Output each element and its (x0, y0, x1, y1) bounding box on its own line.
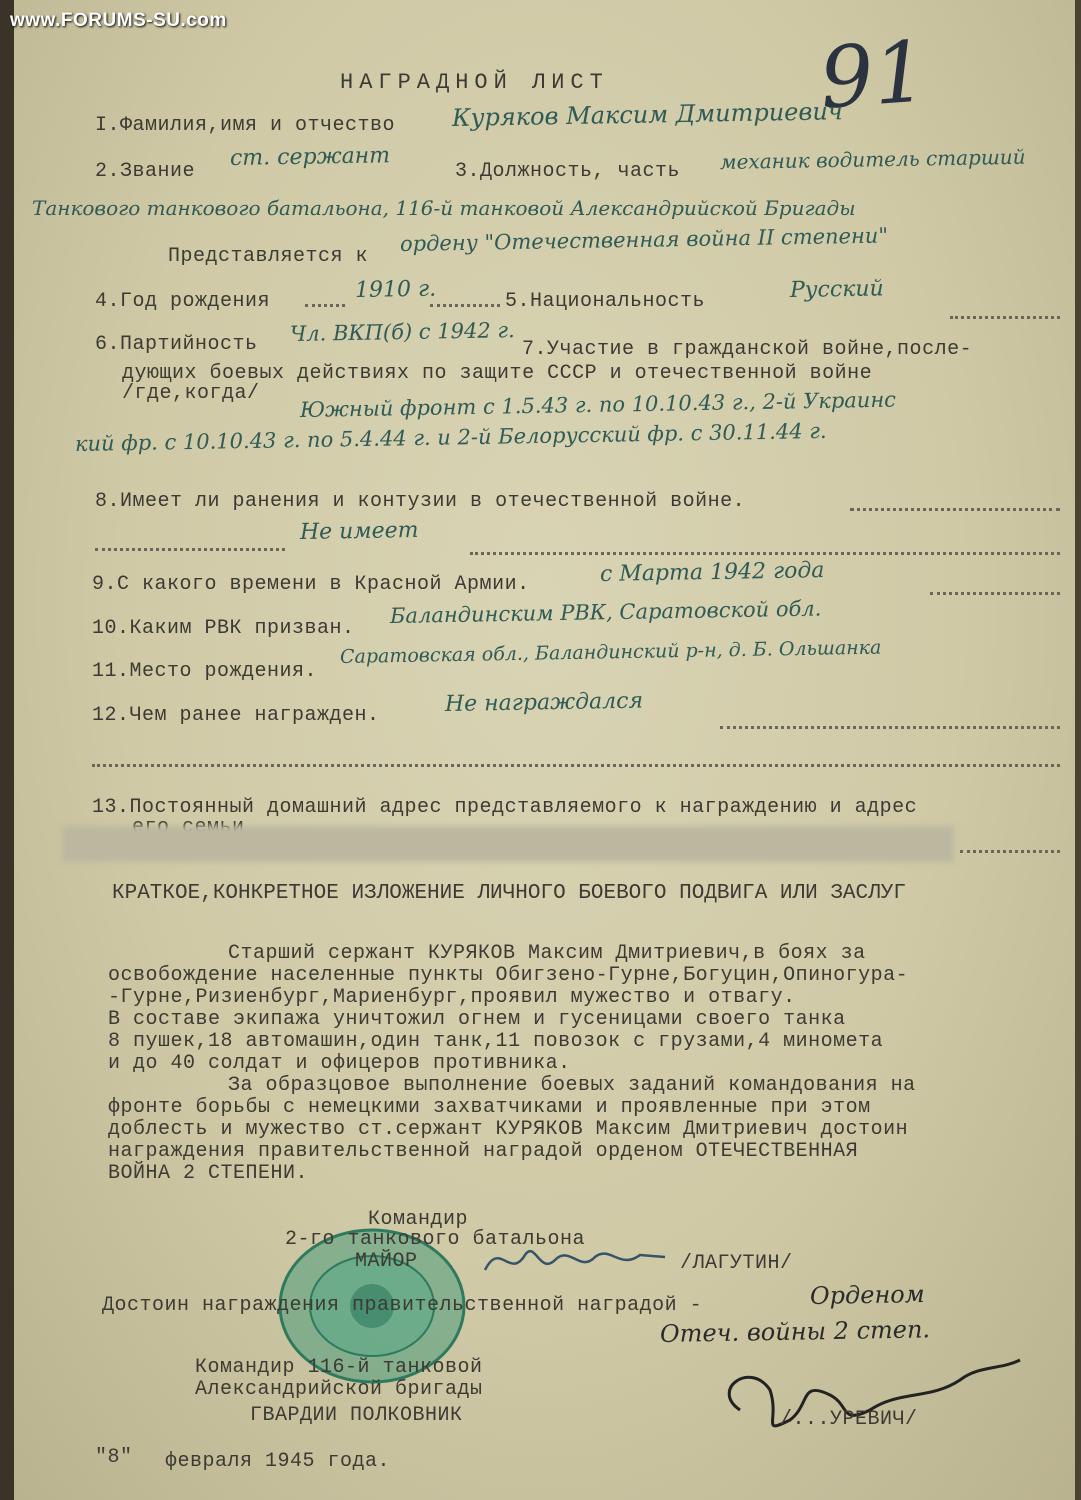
field-6-value: Чл. ВКП(б) с 1942 г. (289, 318, 515, 346)
field-9-dots (930, 592, 1060, 595)
commander1-name: /ЛАГУТИН/ (680, 1252, 793, 1275)
field-8-dots-3 (470, 552, 1060, 555)
summary-heading: КРАТКОЕ,КОНКРЕТНОЕ ИЗЛОЖЕНИЕ ЛИЧНОГО БОЕВОГО ПОДВИГА ИЛИ ЗАСЛУГ (112, 882, 906, 905)
body-line-11: ВОЙНА 2 СТЕПЕНИ. (108, 1162, 309, 1185)
body-line-2: освобождение населенные пункты Обигзено-Гурне,Богуцин,Опиногура- (108, 964, 909, 987)
field-2-value: ст. сержант (229, 143, 391, 171)
body-line-9: доблесть и мужество ст.сержант КУРЯКОВ Максим Дмитриевич достоин (108, 1118, 909, 1141)
field-10-label: 10.Каким РВК призван. (92, 617, 355, 640)
commander2-rank: ГВАРДИИ ПОЛКОВНИК (250, 1404, 463, 1427)
field-7-label-3: /где,когда/ (122, 382, 260, 405)
field-9-value: с Марта 1942 года (599, 558, 825, 587)
commander1-title: Командир (368, 1208, 469, 1231)
field-1-value: Куряков Максим Дмитриевич (451, 97, 843, 132)
field-2-label: 2.Звание (95, 160, 196, 183)
field-5-value: Русский (789, 276, 884, 303)
presented-label: Представляется к (168, 245, 369, 268)
field-11-value: Саратовская обл., Баландинский р-н, д. Б. Ольшанка (339, 636, 882, 668)
field-3-value-1: механик водитель старший (719, 144, 1026, 174)
body-line-1: Старший сержант КУРЯКОВ Максим Дмитриевич,в боях за (228, 942, 866, 965)
field-12-dots-2 (92, 764, 1060, 767)
field-13-dots (960, 850, 1060, 853)
commander1-rank: МАЙОР (355, 1250, 418, 1273)
worthy-value-1: Орденом (809, 1280, 925, 1310)
commander2-title: Командир 116-й танковой (195, 1356, 483, 1379)
field-7-value-1: Южный фронт с 1.5.43 г. по 10.10.43 г., 2-й Украинс (299, 387, 897, 422)
field-4-dots (305, 304, 345, 307)
field-12-label: 12.Чем ранее награжден. (92, 704, 380, 727)
field-11-label: 11.Место рождения. (92, 660, 318, 683)
field-7-label-2: дующих боевых действиях по защите СССР и отечественной войне (122, 362, 873, 385)
commander2-name: /...УРЕВИЧ/ (780, 1408, 918, 1431)
field-5-dots (950, 316, 1060, 319)
body-line-3: -Гурне,Ризиенбург,Мариенбург,проявил мужество и отвагу. (108, 986, 796, 1009)
body-line-10: награждения правительственной наградой орденом ОТЕЧЕСТВЕННАЯ (108, 1140, 859, 1163)
field-3-value-2: Танкового танкового батальона, 116-й танковой Александрийской Бригады (32, 196, 856, 220)
worthy-value-2: Отеч. войны 2 степ. (659, 1315, 931, 1348)
commander2-unit: Александрийской бригады (195, 1378, 483, 1401)
presented-value: ордену "Отечественная война II степени" (399, 223, 889, 256)
field-5-label: 5.Национальность (505, 290, 706, 313)
body-line-4: В составе экипажа уничтожил огнем и гусеницами своего танка (108, 1008, 846, 1031)
scan-edge-left (0, 0, 14, 1500)
field-7-value-2: кий фр. с 10.10.43 г. по 5.4.44 г. и 2-й Белорусский фр. с 30.11.44 г. (74, 418, 827, 456)
field-12-dots (720, 726, 1060, 729)
field-4-label: 4.Год рождения (95, 290, 271, 313)
field-10-value: Баландинским РВК, Саратовской обл. (389, 596, 822, 628)
scan-edge-right (1075, 0, 1081, 1500)
body-line-8: фронте борьбы с немецкими захватчиками и проявленные при этом (108, 1096, 871, 1119)
redacted-address (62, 826, 954, 862)
field-8-value: Не имеет (299, 517, 419, 545)
body-line-5: 8 пушек,18 автомашин,один танк,11 повозок с грузами,4 миномета (108, 1030, 884, 1053)
commander1-signature (480, 1235, 670, 1285)
field-9-label: 9.С какого времени в Красной Армии. (92, 573, 530, 596)
worthy-label: Достоин награждения правительственной наградой - (102, 1294, 703, 1317)
body-line-6: и до 40 солдат и офицеров противника. (108, 1052, 571, 1075)
field-8-label: 8.Имеет ли ранения и контузии в отечественной войне. (95, 490, 746, 513)
field-1-label: I.Фамилия,имя и отчество (95, 114, 396, 137)
field-6-label: 6.Партийность (95, 333, 258, 356)
field-12-value: Не награждался (444, 688, 644, 717)
date-rest: февраля 1945 года. (165, 1450, 391, 1473)
field-8-dots-2 (95, 548, 285, 551)
body-line-7: За образцовое выполнение боевых заданий командования на (228, 1074, 916, 1097)
field-13-label-1: 13.Постоянный домашний адрес представляемого к награждению и адрес (92, 796, 918, 819)
field-8-dots (850, 508, 1060, 511)
watermark: www.FORUMS-SU.com (10, 10, 227, 31)
document-title: НАГРАДНОЙ ЛИСТ (340, 70, 609, 95)
date-day: "8" (95, 1446, 133, 1469)
page-number: 91 (816, 22, 931, 128)
field-4-dots-2 (430, 304, 500, 307)
field-7-label-1: 7.Участие в гражданской войне,после- (522, 338, 973, 361)
commander1-unit: 2-го танкового батальона (285, 1228, 586, 1251)
field-4-value: 1910 г. (354, 276, 437, 303)
field-3-label: 3.Должность, часть (455, 160, 681, 183)
